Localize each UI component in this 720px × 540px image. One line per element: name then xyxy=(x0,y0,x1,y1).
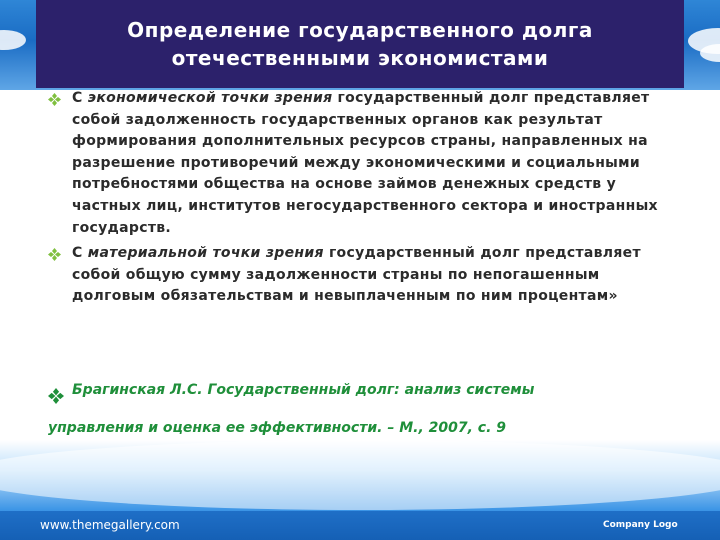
bullet-emphasis: материальной точки зрения xyxy=(87,245,324,262)
bullet-text: государственный долг представляет собой общую сумму задолженности страны по непогашенным долговым обязательствам и невыплаченным по ним процентам» xyxy=(72,245,641,305)
diamond-bullet-icon xyxy=(48,93,61,106)
bullet-prefix: С xyxy=(72,90,88,106)
reference-line-1: Брагинская Л.С. Государственный долг: анализ системы xyxy=(72,382,535,398)
footer-url: www.themegallery.com xyxy=(40,518,180,532)
slide-title: Определение государственного долга отечественными экономистами xyxy=(127,18,593,70)
bullet-item xyxy=(48,243,678,308)
reference-line-2: управления и оценка ее эффективности. – М., 2007, с. 9 xyxy=(48,420,507,436)
bullet-emphasis: экономической точки зрения xyxy=(87,90,333,106)
bullet-text: государственный долг представляет собой задолженность государственных органов как результат формирования дополнительных ресурсов страны, направленных на разрешение противоречий между экономическими и социальными потребностями общества на основе займов денежных средств у частных лиц, институтов негосударственного сектора и иностранных государств. xyxy=(72,90,658,236)
bullet-prefix: С xyxy=(72,245,88,262)
diamond-bullet-icon xyxy=(48,388,64,404)
diamond-bullet-icon xyxy=(48,248,61,261)
bullet-item xyxy=(48,88,678,239)
slide-title-box xyxy=(36,0,684,88)
reference-citation xyxy=(48,380,702,438)
cloud-decoration xyxy=(0,30,26,50)
cloud-decoration xyxy=(700,44,720,62)
company-logo: Company Logo xyxy=(603,520,678,530)
slide-body xyxy=(48,88,678,308)
